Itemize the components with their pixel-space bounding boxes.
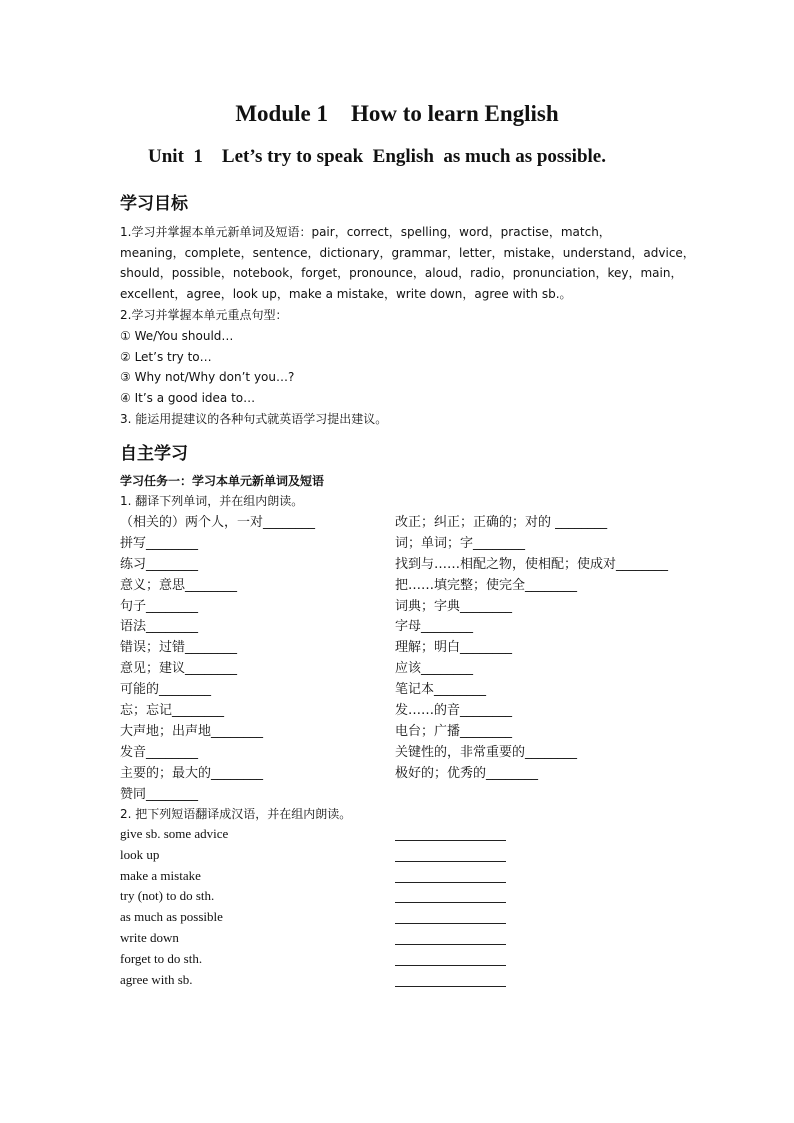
answer-blank[interactable] [395,953,506,966]
word-item: 练习________ [120,556,199,572]
word-list-right [395,513,668,785]
task-title: 学习任务一：学习本单元新单词及短语 [120,474,325,488]
phrase-row [120,970,520,991]
word-item: 字母________ [395,619,474,635]
word-list-left [120,513,315,805]
unit-title: Unit 1 Let’s try to speak English as much as possible. [148,146,606,167]
word-item: 拼写________ [120,535,199,551]
answer-blank[interactable] [395,890,506,903]
phrase-row [120,886,520,907]
phrase-text: forget to do sth. [120,950,203,966]
instruction-translate-words: 1. 翻译下列单词，并在组内朗读。 [120,494,304,508]
phrase-list [120,824,520,990]
word-item: 关键性的，非常重要的________ [395,744,578,760]
word-item: 词典；字典________ [395,598,513,614]
word-item: 主要的；最大的________ [120,765,264,781]
phrase-text: as much as possible [120,909,223,925]
objective-line: meaning，complete，sentence，dictionary，grammar，letter，mistake，understand，advice， [120,246,695,260]
word-item: 电台；广播________ [395,723,513,739]
answer-blank[interactable] [395,932,506,945]
answer-blank[interactable] [395,870,506,883]
word-item: 找到与……相配之物，使相配；使成对________ [395,556,669,572]
sentence-pattern: ① We/You should… [120,329,234,343]
answer-blank[interactable] [395,974,506,987]
word-item: 意义；意思________ [120,577,238,593]
word-item: 忘；忘记________ [120,703,225,719]
word-item: 语法________ [120,619,199,635]
answer-blank[interactable] [395,849,506,862]
word-item: 改正；纠正；正确的；对的 ________ [395,515,608,530]
word-item: 把……填完整；使完全________ [395,577,578,593]
phrase-text: agree with sb. [120,971,193,987]
word-item: 赞同________ [120,786,199,802]
objective-line: 2.学习并掌握本单元重点句型： [120,308,288,322]
objective-line: should，possible，notebook，forget，pronounce，aloud，radio，pronunciation，key，main， [120,266,683,280]
phrase-row [120,907,520,928]
phrase-text: write down [120,929,179,945]
word-item: 理解；明白________ [395,640,513,656]
word-item: 发……的音________ [395,703,513,719]
phrase-row [120,928,520,949]
phrase-text: try (not) to do sth. [120,888,215,904]
word-item: 应该________ [395,661,474,677]
phrase-text: look up [120,846,160,862]
objective-line: excellent，agree，look up，make a mistake，write down，agree with sb.。 [120,287,572,301]
answer-blank[interactable] [395,828,506,841]
section-heading-self-study: 自主学习 [120,444,188,464]
word-item: 极好的；优秀的________ [395,765,539,781]
word-item: 错误；过错________ [120,640,238,656]
phrase-text: give sb. some advice [120,826,229,841]
sentence-pattern: ④ It’s a good idea to… [120,391,256,405]
section-heading-objectives: 学习目标 [120,194,188,214]
answer-blank[interactable] [395,911,506,924]
module-title: Module 1 How to learn English [235,101,559,126]
objective-line: 3. 能运用提建议的各种句式就英语学习提出建议。 [120,412,388,426]
phrase-row [120,949,520,970]
word-item: （相关的）两个人，一对________ [120,515,316,530]
word-item: 词；单词；字________ [395,535,526,551]
sentence-pattern: ② Let’s try to… [120,350,212,364]
objective-line: 1.学习并掌握本单元新单词及短语：pair，correct，spelling，word，practise，match， [120,225,611,239]
word-item: 发音________ [120,744,199,760]
word-item: 句子________ [120,598,199,614]
word-item: 大声地；出声地________ [120,723,264,739]
word-item: 可能的________ [120,682,212,698]
instruction-translate-phrases: 2. 把下列短语翻译成汉语，并在组内朗读。 [120,807,352,821]
word-item: 笔记本________ [395,682,487,698]
phrase-text: make a mistake [120,867,201,883]
phrase-row [120,866,520,887]
phrase-row [120,824,520,845]
phrase-row [120,845,520,866]
word-item: 意见；建议________ [120,661,238,677]
sentence-pattern: ③ Why not/Why don’t you…? [120,370,295,384]
